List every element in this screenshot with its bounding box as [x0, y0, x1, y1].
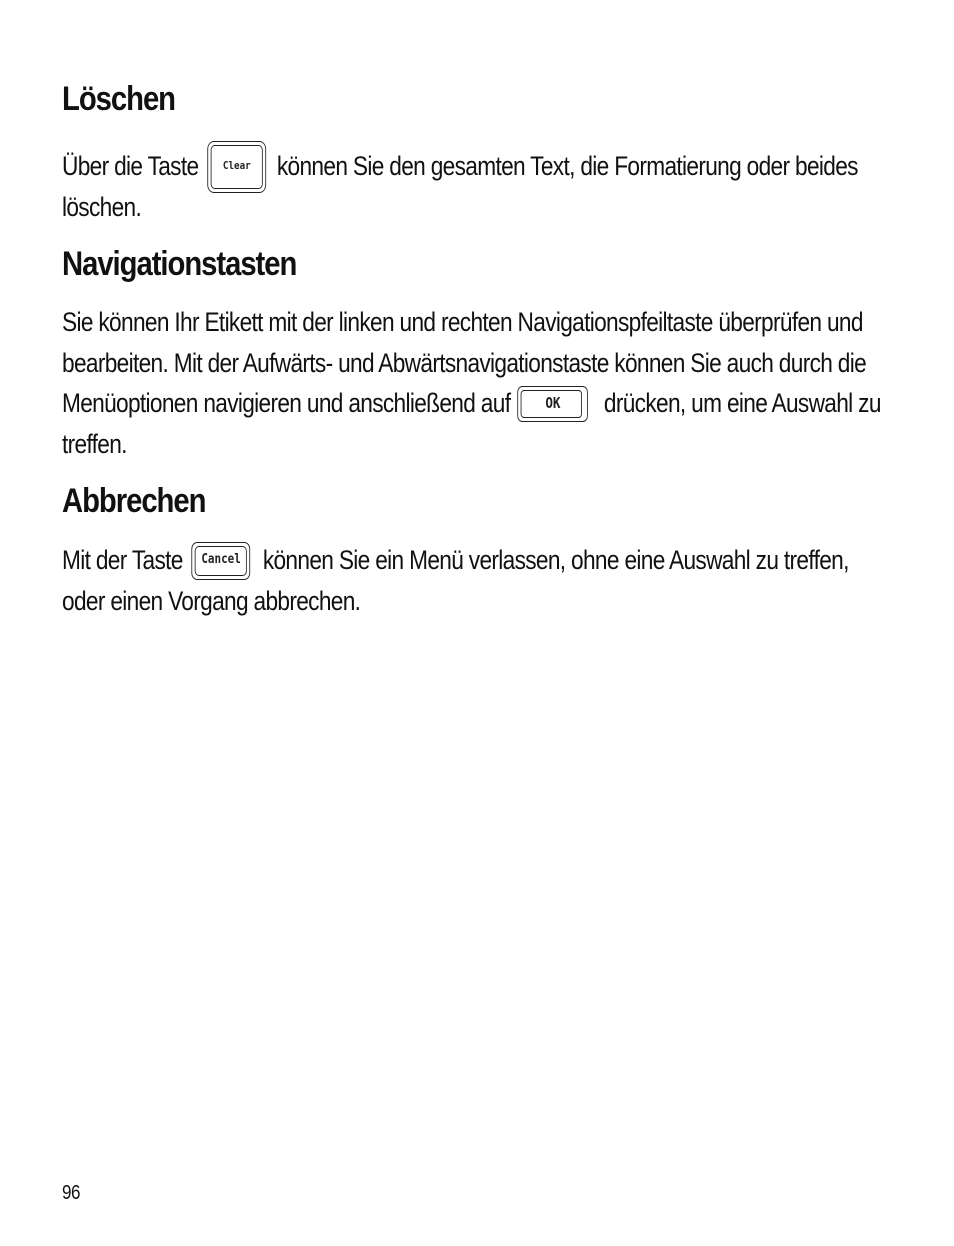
text-after-ok-key: drücken, um eine Auswahl zu treffen.	[62, 388, 881, 459]
section-text-abbrechen	[62, 540, 885, 621]
text-before-ok-key: Sie können Ihr Etikett mit der linken und rechten Navigationspfeiltaste überprüfen und bearbeiten. Mit der Aufwärts- und Abwärtsnavigationstaste können Sie auch durch die Menüoptionen navigieren und anschließend auf	[62, 307, 867, 418]
clear-key-icon: Clear	[207, 141, 266, 193]
text-after-cancel-key: können Sie ein Menü verlassen, ohne eine Auswahl zu treffen, oder einen Vorgang abbrechen.	[62, 545, 849, 616]
section-heading-loeschen: Löschen	[62, 80, 176, 118]
text-before-cancel-key: Mit der Taste	[62, 545, 183, 575]
cancel-key-icon: Cancel	[192, 542, 251, 580]
text-before-clear-key: Über die Taste	[62, 151, 199, 181]
ok-key-icon: OK	[518, 386, 589, 422]
section-heading-navigationstasten: Navigationstasten	[62, 245, 297, 283]
section-heading-abbrechen: Abbrechen	[62, 482, 206, 520]
page-number: 96	[62, 1182, 81, 1204]
section-text-navigationstasten	[62, 302, 885, 464]
section-text-loeschen	[62, 146, 885, 227]
text-after-clear-key: können Sie den gesamten Text, die Formatierung oder beides löschen.	[62, 151, 858, 222]
